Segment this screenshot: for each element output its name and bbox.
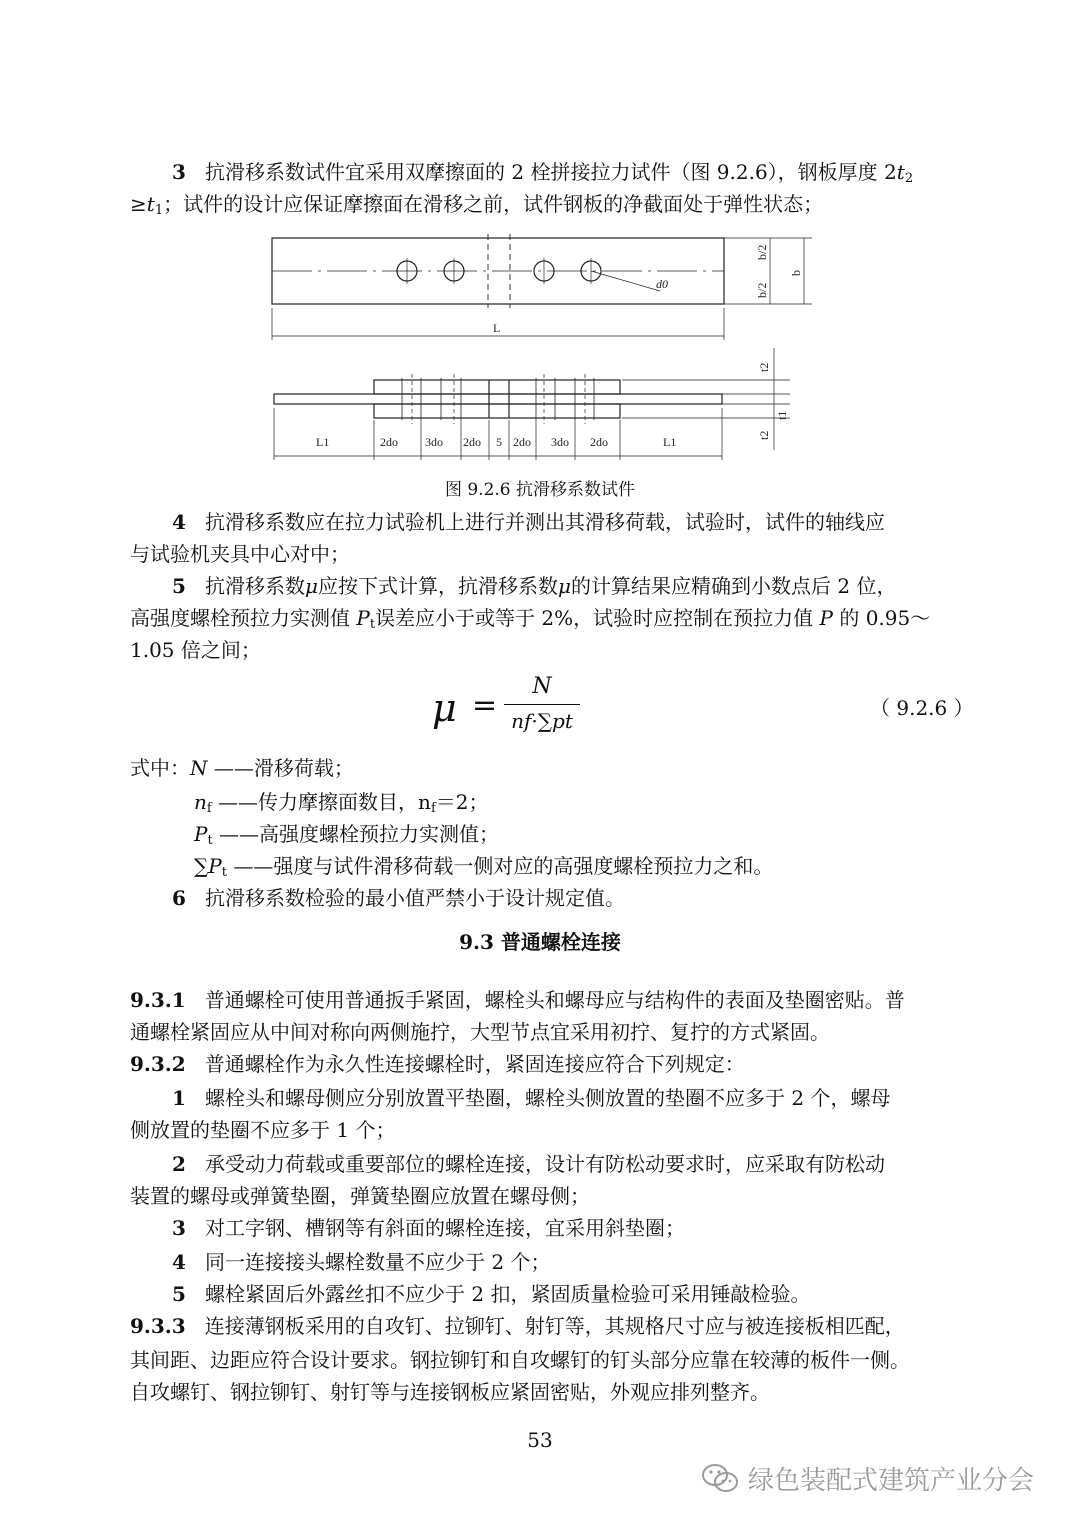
watermark-text: 绿色装配式建筑产业分会 <box>748 1466 1035 1496</box>
text: 对工字钢、槽钢等有斜面的螺栓连接，宜采用斜垫圈； <box>205 1216 685 1240</box>
label-L: L <box>493 321 501 335</box>
sub: 1 <box>154 203 164 218</box>
formula-denominator: nf·∑pt <box>511 709 573 733</box>
label-d0: d0 <box>656 277 668 291</box>
var-P: P <box>819 606 833 630</box>
specimen-figure <box>260 228 820 468</box>
text: ——强度与试件滑移荷载一侧对应的高强度螺栓预拉力之和。 <box>226 854 774 878</box>
clause-9-3-3-line-3: 自攻螺钉、钢拉铆钉、射钉等与连接钢板应紧固密贴，外观应排列整齐。 <box>130 1380 770 1404</box>
text: 普通螺栓可使用普通扳手紧固，螺栓头和螺母应与结构件的表面及垫圈密贴。普 <box>204 988 905 1012</box>
clause-number: 9.3.1 <box>130 988 186 1012</box>
label-b: b <box>789 270 803 276</box>
text: 式中： <box>130 756 190 780</box>
text: 抗滑移系数试件宜采用双摩擦面的 2 栓拼接拉力试件（图 9.2.6），钢板厚度 2 <box>205 160 897 184</box>
sub: t <box>221 865 227 880</box>
clause-number: 9.3.2 <box>130 1052 186 1076</box>
equation-number: （ 9.2.6 ） <box>870 696 974 720</box>
formula-numerator: N <box>532 674 552 699</box>
label-t2-bottom: t2 <box>757 430 771 440</box>
clause-9-3-3-line-2: 其间距、边距应符合设计要求。钢拉铆钉和自攻螺钉的钉头部分应靠在较薄的板件一侧。 <box>130 1348 910 1372</box>
item-number: 4 <box>172 1250 186 1274</box>
text: 应按下式计算，抗滑移系数 <box>318 574 558 598</box>
sub: t <box>207 833 213 848</box>
var-P: P <box>356 606 370 630</box>
clause-9-3-2-item-3 <box>172 1214 685 1242</box>
var: n <box>194 790 207 814</box>
text: ——高强度螺栓预拉力实测值； <box>212 822 500 846</box>
text: 连接薄钢板采用的自攻钉、拉铆钉、射钉等，其规格尺寸应与被连接板相匹配， <box>204 1314 905 1338</box>
where-line-2 <box>194 788 489 816</box>
text: ——滑移荷载； <box>207 756 354 780</box>
clause-9-3-1-line-2: 通螺栓紧固应从中间对称向两侧施拧，大型节点宜采用初拧、复拧的方式紧固。 <box>130 1020 830 1044</box>
page-number: 53 <box>527 1428 553 1452</box>
label-b2-top: b/2 <box>755 244 769 260</box>
label-t2-top: t2 <box>757 362 771 372</box>
dim-3do: 3do <box>551 435 569 449</box>
formula-eq: = <box>472 688 498 723</box>
para-5-line-3: 1.05 倍之间； <box>130 638 261 662</box>
item-number: 5 <box>172 574 186 598</box>
fraction-bar <box>504 704 580 705</box>
item-number: 6 <box>172 886 186 910</box>
para-5-line-2 <box>130 604 930 632</box>
sub: t <box>369 617 376 632</box>
clause-9-3-2-line-1 <box>130 1050 745 1078</box>
dim-3do: 3do <box>425 435 443 449</box>
formula-9-2-6 <box>432 672 632 752</box>
para-4-line-2: 与试验机夹具中心对中； <box>130 542 350 566</box>
var: P <box>194 822 208 846</box>
var-mu: μ <box>558 574 571 598</box>
text: 的计算结果应精确到小数点后 2 位， <box>571 574 897 598</box>
section-heading: 9.3 普通螺栓连接 <box>459 930 621 954</box>
text: 的 0.95～ <box>832 606 931 630</box>
text: 高强度螺栓预拉力实测值 <box>130 606 357 630</box>
clause-9-3-2-item-1-cont: 侧放置的垫圈不应多于 1 个； <box>130 1118 396 1142</box>
text: 螺栓头和螺母侧应分别放置平垫圈，螺栓头侧放置的垫圈不应多于 2 个，螺母 <box>205 1086 891 1110</box>
text: 承受动力荷载或重要部位的螺栓连接，设计有防松动要求时，应采取有防松动 <box>205 1152 885 1176</box>
dim-2do: 2do <box>463 435 481 449</box>
text: 抗滑移系数应在拉力试验机上进行并测出其滑移荷载，试验时，试件的轴线应 <box>205 510 885 534</box>
sub: 2 <box>904 171 914 186</box>
clause-9-3-2-item-2-cont: 装置的螺母或弹簧垫圈，弹簧垫圈应放置在螺母侧； <box>130 1184 590 1208</box>
clause-9-3-2-item-5 <box>172 1280 810 1308</box>
formula-fraction <box>504 672 580 735</box>
sub: f <box>430 801 436 816</box>
var: N <box>190 756 208 780</box>
text: 抗滑移系数 <box>205 574 305 598</box>
dim-5: 5 <box>496 435 502 449</box>
figure-caption: 图 9.2.6 抗滑移系数试件 <box>444 480 636 500</box>
label-b2-bottom: b/2 <box>755 282 769 298</box>
item-number: 3 <box>172 1216 186 1240</box>
item-number: 1 <box>172 1086 186 1110</box>
item-number: 5 <box>172 1282 186 1306</box>
text: 抗滑移系数检验的最小值严禁小于设计规定值。 <box>205 886 625 910</box>
item-number: 2 <box>172 1152 186 1176</box>
para-5-line-1 <box>172 572 896 600</box>
text: ＝2； <box>435 790 489 814</box>
dim-2do: 2do <box>513 435 531 449</box>
var-mu: μ <box>305 574 318 598</box>
item-number: 3 <box>172 160 186 184</box>
item-number: 4 <box>172 510 186 534</box>
para-3-line-2 <box>130 190 823 218</box>
dim-L1-right: L1 <box>663 435 677 449</box>
clause-9-3-3-line-1 <box>130 1312 905 1340</box>
text: 螺栓紧固后外露丝扣不应少于 2 扣，紧固质量检验可采用锤敲检验。 <box>205 1282 811 1306</box>
clause-9-3-1-line-1 <box>130 986 905 1014</box>
var: t <box>896 160 905 184</box>
var: ∑P <box>194 854 222 878</box>
text: 同一连接接头螺栓数量不应少于 2 个； <box>205 1250 551 1274</box>
where-line-4 <box>194 852 773 880</box>
text: 普通螺栓作为永久性连接螺栓时，紧固连接应符合下列规定： <box>204 1052 745 1076</box>
where-line-3 <box>194 820 499 848</box>
label-t1: t1 <box>775 410 789 420</box>
clause-9-3-2-item-2 <box>172 1150 885 1178</box>
wechat-icon <box>700 1462 740 1496</box>
dim-2do: 2do <box>380 435 398 449</box>
where-line-1 <box>130 754 354 782</box>
text: ≥ <box>130 192 147 216</box>
para-3-line-1 <box>172 158 913 186</box>
sub: f <box>206 801 212 816</box>
clause-9-3-2-item-1 <box>172 1084 890 1112</box>
clause-number: 9.3.3 <box>130 1314 186 1338</box>
text: ；试件的设计应保证摩擦面在滑移之前，试件钢板的净截面处于弹性状态； <box>163 192 824 216</box>
clause-9-3-2-item-4 <box>172 1248 550 1276</box>
dim-L1-left: L1 <box>316 435 330 449</box>
para-6 <box>172 884 625 912</box>
para-4-line-1 <box>172 508 885 536</box>
dim-2do: 2do <box>590 435 608 449</box>
text: 误差应小于或等于 2%，试验时应控制在预拉力值 <box>375 606 820 630</box>
var: t <box>146 192 155 216</box>
formula-lhs: μ <box>432 686 457 730</box>
text: ——传力摩擦面数目，n <box>211 790 431 814</box>
